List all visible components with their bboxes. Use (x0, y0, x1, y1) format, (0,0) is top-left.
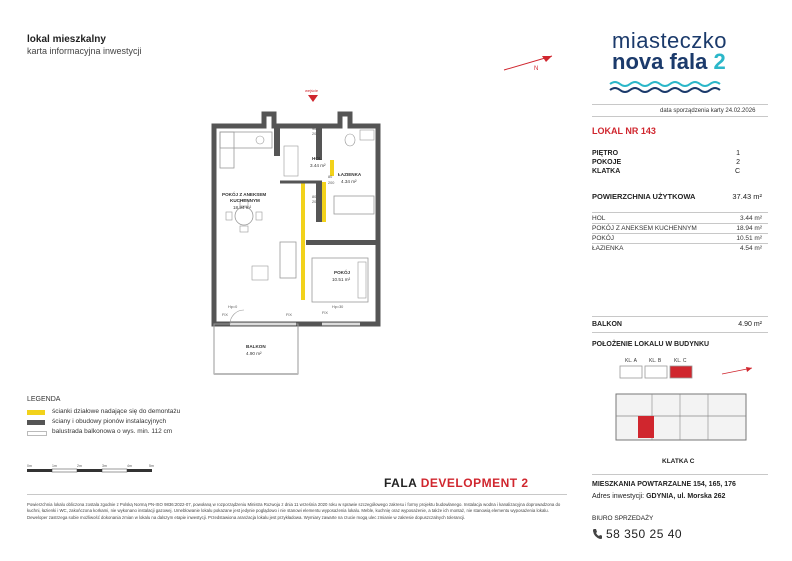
divider (592, 474, 768, 475)
plan-fix-label: FIX (322, 311, 328, 315)
investment-name: MIESZKANIA POWTARZALNE 154, 165, 176 (592, 481, 736, 488)
plan-room-balkon: BALKON (246, 344, 266, 349)
sales-phone[interactable]: 58 350 25 40 (606, 527, 683, 541)
divider (592, 233, 768, 234)
area-value: 37.43 m² (732, 192, 762, 201)
room-name: POKÓJ Z ANEKSEM KUCHENNYM (592, 225, 697, 232)
scale-label: 3m (102, 464, 107, 468)
klatka-a-label: KL. A (625, 358, 637, 364)
disclaimer-text: Powierzchnia lokalu obliczona zostala zgodnie z Polską Normą PN-ISO 9836:2022-07, powołaną w rozporządzeniu Ministra Rozwoju z dnia 11 września 2020 roku w sprawie szczegółowego zakresu i formy projektu budowlanego. Instalacja wodna i kanalizacyjna doprowadzona do kuchni, łazienki i WC, zakończona korkami, nie wykonano instalacji gazowej. Umeblowanie lokalu pokazane jest jedynie poglądowo i nie stanowi elementu wyposażenia lokalu. Meble, kuchnię oraz wyposażenie, a także ich montaż, nie stanowią elementu wyposażenia lokalu. Deweloper zastrzega sobie możliwość dokonania zmian w lokalu na dalszym etapie inwestycji. Przedstawiona aranżacja lokalu jest przykładowa. Wymiary zawarte na rzucie mogą ulec zmianie w zakresie dopuszczalnych tolerancji. (27, 502, 561, 520)
legend-title: LEGENDA (27, 396, 61, 403)
detail-label: POKOJE (592, 159, 622, 166)
room-name: ŁAZIENKA (592, 245, 624, 252)
waves-logo-icon (608, 80, 728, 94)
room-area: 3.44 m² (739, 215, 762, 222)
plan-door-width: 90 (312, 127, 317, 131)
card-date: data sporządzenia karty 24.02.2026 (660, 108, 756, 114)
plan-room-hol-area: 3.44 m² (310, 163, 326, 168)
floor-plan (200, 86, 390, 376)
room-area: 4.54 m² (739, 245, 762, 252)
entry-arrow-icon (308, 95, 318, 102)
room-area: 18.94 m² (736, 225, 762, 232)
lokal-highlight (638, 416, 654, 438)
plan-room-hol: HOL (312, 156, 322, 161)
plan-fix-label: FIX (222, 313, 228, 317)
legend-swatch-railing (27, 431, 47, 436)
address-value: GDYNIA, ul. Morska 262 (646, 493, 726, 500)
balkon-value: 4.90 m² (738, 321, 762, 328)
room-area: 10.51 m² (736, 235, 762, 242)
plan-door-height: 200 (312, 200, 319, 204)
brand-name: nova fala (612, 49, 708, 74)
plan-room-pokoj-aneks-area: 18.94 m² (233, 205, 252, 210)
brand-line1: miasteczko (612, 28, 728, 53)
demountable-wall (322, 182, 326, 222)
document-title: lokal mieszkalny (27, 34, 106, 45)
detail-value: 1 (736, 150, 740, 157)
demountable-wall (330, 160, 334, 176)
document-subtitle: karta informacyjna inwestycji (27, 46, 142, 56)
sales-label: BIURO SPRZEDAŻY (592, 515, 654, 522)
scale-label: 4m (127, 464, 132, 468)
compass-label: N (534, 66, 539, 72)
detail-value: 2 (736, 159, 740, 166)
scale-label: 2m (77, 464, 82, 468)
plan-room-pokoj-area: 10.51 m² (332, 277, 351, 282)
detail-label: PIĘTRO (592, 150, 619, 157)
building-location-diagram (612, 354, 762, 458)
divider (592, 332, 768, 333)
detail-value: C (734, 168, 740, 175)
brand-number: 2 (713, 49, 726, 74)
divider (592, 104, 768, 105)
scale-label: 0m (27, 464, 32, 468)
divider (27, 494, 567, 495)
developer-name-a: FALA (384, 476, 417, 490)
investment-address (592, 493, 725, 500)
mini-north-arrow-icon (746, 367, 752, 372)
scale-bar (27, 462, 177, 476)
legend-swatch-dark (27, 420, 45, 425)
demountable-wall (301, 182, 305, 300)
legend-swatch-yellow (27, 410, 45, 415)
room-name: POKÓJ (592, 235, 615, 242)
plan-door-width: 80 (328, 175, 333, 179)
entry-label: wejście (305, 88, 319, 93)
klatka-b-label: KL. B (649, 358, 662, 364)
plan-hp-label: Hp=30 (332, 305, 344, 309)
klatka-c-label: KL. C (674, 358, 687, 364)
plan-door-height: 200 (312, 132, 319, 136)
legend-item: ściany i obudowy pionów instalacyjnych (52, 418, 167, 425)
plan-room-balkon-area: 4.90 m² (246, 351, 262, 356)
area-label: POWIERZCHNIA UŻYTKOWA (592, 192, 696, 201)
divider (592, 116, 768, 117)
balcony-outline (214, 324, 298, 374)
phone-icon (592, 528, 602, 540)
divider (592, 212, 768, 213)
location-title: POŁOŻENIE LOKALU W BUDYNKU (592, 341, 710, 348)
plan-door-height: 200 (328, 181, 335, 185)
legend-item: balustrada balkonowa o wys. min. 112 cm (52, 428, 173, 435)
lokal-number: LOKAL NR 143 (592, 126, 656, 136)
divider (592, 223, 768, 224)
plan-room-lazienka-area: 4.34 m² (341, 179, 357, 184)
plan-fix-label: FIX (286, 313, 292, 317)
plan-door-width: 80 (312, 195, 317, 199)
plan-room-lazienka: ŁAZIENKA (338, 172, 362, 177)
highlighted-klatka (670, 366, 692, 378)
scale-label: 1m (52, 464, 57, 468)
plan-room-pokoj-aneks: POKÓJ Z ANEKSEM (222, 192, 267, 197)
divider (592, 243, 768, 244)
klatka-label: KLATKA C (662, 458, 695, 465)
detail-label: KLATKA (592, 168, 621, 175)
plan-hp-label: Hp=0 (228, 305, 238, 309)
north-arrow-icon (500, 50, 560, 74)
scale-label: 5m (149, 464, 154, 468)
plan-room-pokoj-aneks-2: KUCHENNYM (230, 198, 260, 203)
address-prefix: Adres inwestycji: (592, 493, 645, 500)
legend-item: ścianki działowe nadające się do demontażu (52, 408, 181, 415)
plan-room-pokoj: POKÓJ (334, 270, 351, 275)
room-name: HOL (592, 215, 606, 222)
balkon-label: BALKON (592, 321, 622, 328)
brand-line2 (612, 49, 726, 75)
developer-name-b: DEVELOPMENT 2 (420, 476, 529, 490)
developer-logo (384, 476, 529, 490)
divider (592, 316, 768, 317)
